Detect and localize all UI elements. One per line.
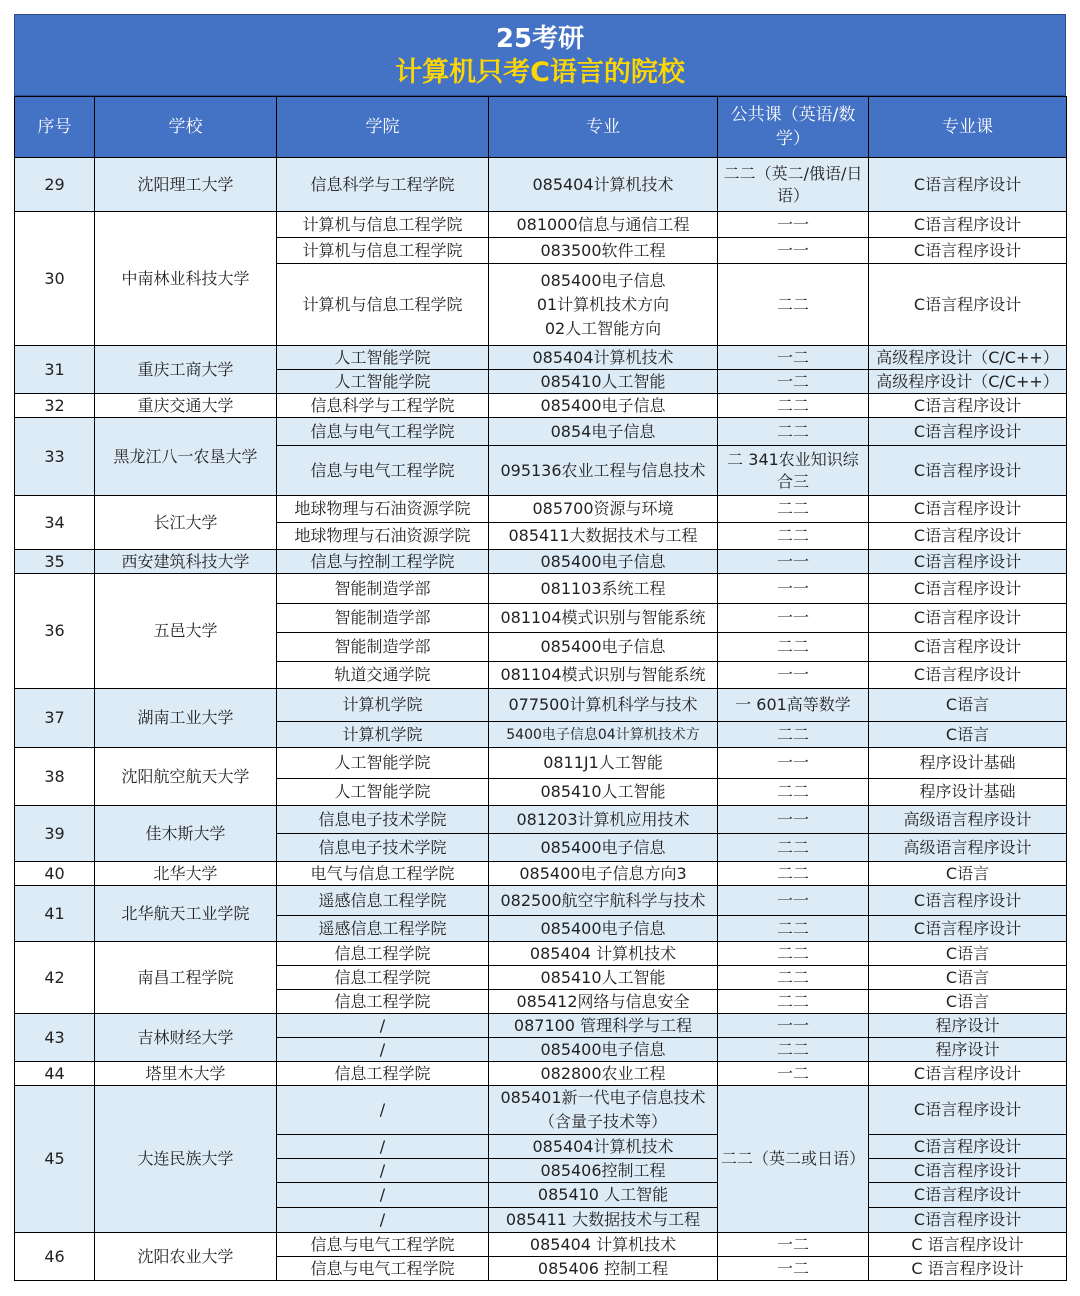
table-row	[15, 942, 1067, 966]
major-name: 085411大数据技术与工程	[489, 523, 718, 550]
major-name: 085400电子信息	[489, 916, 718, 942]
major-name: 081103系统工程	[489, 574, 718, 604]
major-name: 085400电子信息	[489, 394, 718, 418]
school-name: 沈阳农业大学	[95, 1233, 277, 1281]
major-name: 082500航空宇航科学与技术	[489, 886, 718, 916]
college-name: 信息与电气工程学院	[277, 1257, 489, 1281]
major-name: 0854电子信息	[489, 418, 718, 446]
specialty-course: C语言程序设计	[869, 1062, 1067, 1086]
major-name: 081104模式识别与智能系统	[489, 662, 718, 689]
major-name: 085406控制工程	[489, 1159, 718, 1183]
table-row	[15, 212, 1067, 238]
public-course: 一一	[718, 238, 869, 264]
major-name: 081104模式识别与智能系统	[489, 604, 718, 633]
school-name: 湖南工业大学	[95, 689, 277, 748]
major-name: 5400电子信息04计算机技术方	[489, 722, 718, 748]
specialty-course: C语言程序设计	[869, 158, 1067, 212]
specialty-course: C语言程序设计	[869, 550, 1067, 574]
specialty-course: 程序设计基础	[869, 748, 1067, 779]
table-row	[15, 1062, 1067, 1086]
table-row	[15, 886, 1067, 916]
public-course: 一二	[718, 1062, 869, 1086]
school-name: 佳木斯大学	[95, 806, 277, 862]
table-row	[15, 550, 1067, 574]
public-course: 一一	[718, 550, 869, 574]
college-name: 信息科学与工程学院	[277, 158, 489, 212]
school-name: 西安建筑科技大学	[95, 550, 277, 574]
public-course: 一二	[718, 370, 869, 394]
header-specialty-course: 专业课	[869, 97, 1067, 158]
college-name: /	[277, 1135, 489, 1159]
public-course: 二二	[718, 834, 869, 862]
school-name: 中南林业科技大学	[95, 212, 277, 346]
specialty-course: 程序设计基础	[869, 779, 1067, 806]
college-name: 遥感信息工程学院	[277, 916, 489, 942]
row-no: 38	[15, 748, 95, 806]
specialty-course: C语言	[869, 722, 1067, 748]
specialty-course: C语言	[869, 942, 1067, 966]
row-no: 33	[15, 418, 95, 496]
major-line: 085401新一代电子信息技术	[500, 1088, 706, 1107]
college-name: /	[277, 1038, 489, 1062]
major-name	[489, 1086, 718, 1135]
specialty-course: 高级语言程序设计	[869, 834, 1067, 862]
page-title: 25考研	[495, 24, 585, 54]
public-course: 二 341农业知识综合三	[718, 446, 869, 496]
row-no: 46	[15, 1233, 95, 1281]
college-name: 轨道交通学院	[277, 662, 489, 689]
specialty-course: C语言程序设计	[869, 496, 1067, 523]
major-name: 085410人工智能	[489, 779, 718, 806]
specialty-course: C语言	[869, 966, 1067, 990]
table-row	[15, 1014, 1067, 1038]
major-name: 085410人工智能	[489, 966, 718, 990]
public-course: 二二	[718, 916, 869, 942]
specialty-course: C 语言程序设计	[869, 1257, 1067, 1281]
specialty-course: C语言程序设计	[869, 1086, 1067, 1135]
public-course: 一一	[718, 1014, 869, 1038]
college-name: 计算机学院	[277, 689, 489, 722]
school-name: 北华大学	[95, 862, 277, 886]
college-name: 信息电子技术学院	[277, 806, 489, 834]
college-name: 遥感信息工程学院	[277, 886, 489, 916]
public-course: 一二	[718, 1233, 869, 1257]
row-no: 42	[15, 942, 95, 1014]
major-name: 0811J1人工智能	[489, 748, 718, 779]
college-name: 计算机与信息工程学院	[277, 238, 489, 264]
major-line: 02人工智能方向	[544, 318, 662, 338]
college-name: 信息与电气工程学院	[277, 418, 489, 446]
college-name: 信息工程学院	[277, 990, 489, 1014]
table-row	[15, 496, 1067, 523]
major-name: 077500计算机科学与技术	[489, 689, 718, 722]
college-name: 地球物理与石油资源学院	[277, 496, 489, 523]
school-name: 黑龙江八一农垦大学	[95, 418, 277, 496]
major-name: 085700资源与环境	[489, 496, 718, 523]
specialty-course: C语言程序设计	[869, 212, 1067, 238]
college-name: 人工智能学院	[277, 370, 489, 394]
public-course: 一一	[718, 574, 869, 604]
school-name: 大连民族大学	[95, 1086, 277, 1233]
public-course: 二二	[718, 779, 869, 806]
college-name: 计算机学院	[277, 722, 489, 748]
table-header-row	[15, 97, 1067, 158]
major-name: 085400电子信息	[489, 550, 718, 574]
specialty-course: C语言程序设计	[869, 574, 1067, 604]
college-name: 地球物理与石油资源学院	[277, 523, 489, 550]
college-name: 信息与电气工程学院	[277, 1233, 489, 1257]
public-course: 二二	[718, 633, 869, 662]
table-row	[15, 346, 1067, 370]
college-name: 人工智能学院	[277, 779, 489, 806]
public-course: 一 601高等数学	[718, 689, 869, 722]
table-row	[15, 1086, 1067, 1135]
major-name: 081203计算机应用技术	[489, 806, 718, 834]
college-name: 信息与电气工程学院	[277, 446, 489, 496]
public-course: 一一	[718, 604, 869, 633]
major-name: 085400电子信息方向3	[489, 862, 718, 886]
header-no: 序号	[15, 97, 95, 158]
major-name: 085400电子信息	[489, 633, 718, 662]
public-course: 二二（英二/俄语/日语）	[718, 158, 869, 212]
school-name: 沈阳理工大学	[95, 158, 277, 212]
college-name: 智能制造学部	[277, 574, 489, 604]
header-school: 学校	[95, 97, 277, 158]
college-name: 智能制造学部	[277, 604, 489, 633]
public-course: 二二	[718, 990, 869, 1014]
school-name: 南昌工程学院	[95, 942, 277, 1014]
major-name: 095136农业工程与信息技术	[489, 446, 718, 496]
row-no: 36	[15, 574, 95, 689]
public-course: 一一	[718, 748, 869, 779]
college-name: /	[277, 1183, 489, 1208]
specialty-course: 高级程序设计（C/C++）	[869, 370, 1067, 394]
specialty-course: C语言程序设计	[869, 1159, 1067, 1183]
major-line: 085400电子信息	[540, 270, 666, 290]
row-no: 35	[15, 550, 95, 574]
major-name: 085404计算机技术	[489, 346, 718, 370]
school-name: 北华航天工业学院	[95, 886, 277, 942]
school-name: 沈阳航空航天大学	[95, 748, 277, 806]
major-name: 085404计算机技术	[489, 158, 718, 212]
college-name: /	[277, 1159, 489, 1183]
college-name: /	[277, 1014, 489, 1038]
major-name: 085400电子信息	[489, 1038, 718, 1062]
major-name: 085404 计算机技术	[489, 1233, 718, 1257]
public-course: 二二	[718, 722, 869, 748]
specialty-course: C语言程序设计	[869, 446, 1067, 496]
public-course: 二二	[718, 496, 869, 523]
specialty-course: C语言程序设计	[869, 1183, 1067, 1208]
college-name: /	[277, 1086, 489, 1135]
specialty-course: C语言程序设计	[869, 916, 1067, 942]
college-name: 计算机与信息工程学院	[277, 264, 489, 346]
specialty-course: C语言程序设计	[869, 604, 1067, 633]
specialty-course: C语言程序设计	[869, 238, 1067, 264]
public-course: 二二	[718, 394, 869, 418]
table-row	[15, 158, 1067, 212]
major-name: 085404计算机技术	[489, 1135, 718, 1159]
table-row	[15, 806, 1067, 834]
specialty-course: C语言程序设计	[869, 264, 1067, 346]
major-line: 01计算机技术方向	[536, 294, 670, 314]
row-no: 44	[15, 1062, 95, 1086]
major-name: 081000信息与通信工程	[489, 212, 718, 238]
row-no: 29	[15, 158, 95, 212]
specialty-course: C语言程序设计	[869, 662, 1067, 689]
major-line: （含量子技术等）	[538, 1112, 667, 1131]
specialty-course: 高级程序设计（C/C++）	[869, 346, 1067, 370]
school-name: 塔里木大学	[95, 1062, 277, 1086]
header-college: 学院	[277, 97, 489, 158]
public-course: 一一	[718, 806, 869, 834]
table-row	[15, 689, 1067, 722]
table-row	[15, 418, 1067, 446]
specialty-course: C语言程序设计	[869, 418, 1067, 446]
row-no: 37	[15, 689, 95, 748]
specialty-course: C语言程序设计	[869, 1208, 1067, 1233]
specialty-course: C语言程序设计	[869, 394, 1067, 418]
major-name: 085410 人工智能	[489, 1183, 718, 1208]
major-name: 085406 控制工程	[489, 1257, 718, 1281]
public-course: 一二	[718, 1257, 869, 1281]
specialty-course: C语言	[869, 862, 1067, 886]
specialty-course: C语言程序设计	[869, 886, 1067, 916]
college-name: /	[277, 1208, 489, 1233]
page-subtitle: 计算机只考C语言的院校	[395, 57, 685, 88]
major-name: 085410人工智能	[489, 370, 718, 394]
specialty-course: C语言程序设计	[869, 523, 1067, 550]
school-name: 吉林财经大学	[95, 1014, 277, 1062]
row-no: 43	[15, 1014, 95, 1062]
table-row	[15, 748, 1067, 779]
specialty-course: C语言程序设计	[869, 633, 1067, 662]
table-row	[15, 1233, 1067, 1257]
header-public-course: 公共课（英语/数学）	[718, 97, 869, 158]
school-name: 长江大学	[95, 496, 277, 550]
header-major: 专业	[489, 97, 718, 158]
public-course: 一二	[718, 346, 869, 370]
page	[14, 14, 1066, 1281]
major-name	[489, 264, 718, 346]
public-course: 二二（英二或日语）	[718, 1086, 869, 1233]
major-name: 085404 计算机技术	[489, 942, 718, 966]
public-course: 一一	[718, 662, 869, 689]
public-course: 一一	[718, 212, 869, 238]
table-row	[15, 394, 1067, 418]
college-name: 信息电子技术学院	[277, 834, 489, 862]
row-no: 31	[15, 346, 95, 394]
row-no: 30	[15, 212, 95, 346]
college-name: 计算机与信息工程学院	[277, 212, 489, 238]
school-name: 五邑大学	[95, 574, 277, 689]
public-course: 二二	[718, 523, 869, 550]
major-name: 085400电子信息	[489, 834, 718, 862]
college-name: 人工智能学院	[277, 748, 489, 779]
row-no: 40	[15, 862, 95, 886]
college-name: 信息与控制工程学院	[277, 550, 489, 574]
table-row	[15, 574, 1067, 604]
specialty-course: C语言	[869, 990, 1067, 1014]
title-banner	[14, 14, 1066, 96]
row-no: 39	[15, 806, 95, 862]
public-course: 二二	[718, 862, 869, 886]
row-no: 45	[15, 1086, 95, 1233]
major-name: 087100 管理科学与工程	[489, 1014, 718, 1038]
school-name: 重庆交通大学	[95, 394, 277, 418]
specialty-course: 程序设计	[869, 1014, 1067, 1038]
college-name: 信息科学与工程学院	[277, 394, 489, 418]
row-no: 34	[15, 496, 95, 550]
school-name: 重庆工商大学	[95, 346, 277, 394]
specialty-course: C语言	[869, 689, 1067, 722]
major-name: 083500软件工程	[489, 238, 718, 264]
specialty-course: C语言程序设计	[869, 1135, 1067, 1159]
college-name: 电气与信息工程学院	[277, 862, 489, 886]
college-name: 信息工程学院	[277, 942, 489, 966]
row-no: 32	[15, 394, 95, 418]
public-course: 一一	[718, 886, 869, 916]
college-name: 智能制造学部	[277, 633, 489, 662]
major-name: 085412网络与信息安全	[489, 990, 718, 1014]
major-name: 082800农业工程	[489, 1062, 718, 1086]
college-name: 人工智能学院	[277, 346, 489, 370]
specialty-course: C 语言程序设计	[869, 1233, 1067, 1257]
specialty-course: 高级语言程序设计	[869, 806, 1067, 834]
specialty-course: 程序设计	[869, 1038, 1067, 1062]
schools-table	[14, 96, 1067, 1281]
college-name: 信息工程学院	[277, 1062, 489, 1086]
major-name: 085411 大数据技术与工程	[489, 1208, 718, 1233]
table-row	[15, 862, 1067, 886]
college-name: 信息工程学院	[277, 966, 489, 990]
public-course: 二二	[718, 942, 869, 966]
public-course: 二二	[718, 264, 869, 346]
public-course: 二二	[718, 418, 869, 446]
public-course: 二二	[718, 966, 869, 990]
public-course: 二二	[718, 1038, 869, 1062]
row-no: 41	[15, 886, 95, 942]
